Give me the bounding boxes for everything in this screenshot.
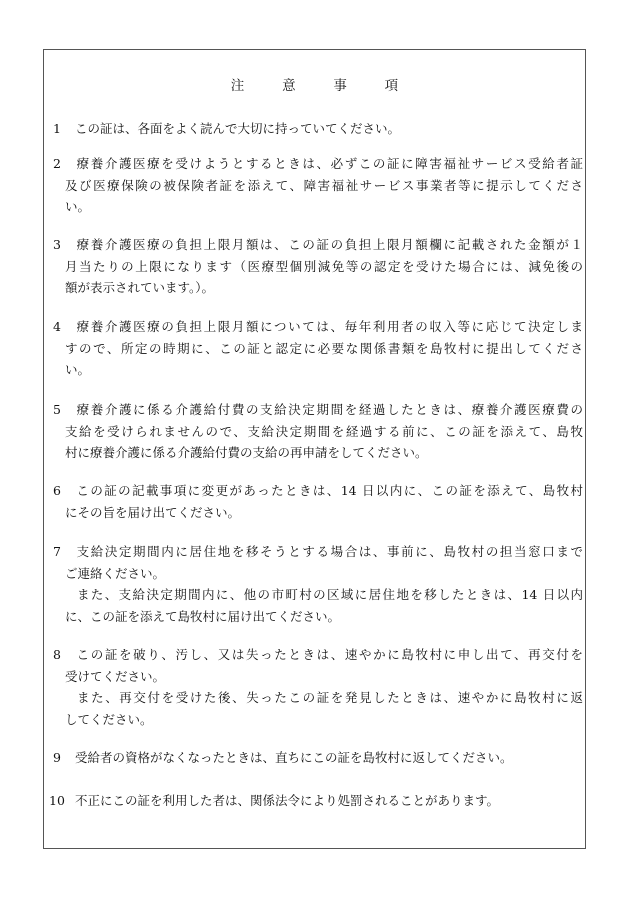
item-10-number: 10 — [49, 793, 65, 808]
item-2-line-2: 及び医療保険の被保険者証を添えて、障害福祉サービス事業者等に提示してくださ — [65, 177, 583, 193]
item-7-para2-line-1: また、支給決定期間内に、他の市町村の区域に居住地を移したときは、14 日以内 — [77, 587, 583, 602]
item-1-line-1 — [53, 118, 583, 140]
item-6-number: 6 — [53, 483, 61, 498]
item-8-para2-line-2: してください。 — [65, 711, 153, 727]
notice-item-8 — [53, 644, 583, 730]
notice-item-2 — [53, 153, 583, 218]
item-5-number: 5 — [53, 402, 61, 417]
notice-item-10 — [49, 790, 579, 812]
item-2-line-1: 2 療養介護医療を受けようとするときは、必ずこの証に障害福祉サービス受給者証 — [53, 153, 583, 175]
item-4-line-2: すので、所定の時期に、この証と認定に必要な関係書類を島牧村に提出してくださ — [65, 340, 583, 356]
item-2-line-3: い。 — [65, 199, 91, 214]
item-5-line-1: 5 療養介護に係る介護給付費の支給決定期間を経過したときは、療養介護医療費の — [53, 399, 583, 421]
item-3-number: 3 — [53, 237, 61, 252]
item-1-number: 1 — [53, 121, 61, 136]
item-3-line-3: 額が表示されています。）。 — [65, 280, 215, 295]
notice-item-5 — [53, 399, 583, 464]
item-3-line-2: 月当たりの上限になります（医療型個別減免等の認定を受けた場合には、減免後の — [65, 258, 583, 274]
item-9-line-1: 9 受給者の資格がなくなったときは、直ちにこの証を島牧村に返してください。 — [53, 747, 583, 769]
item-6-line-1: 6 この証の記載事項に変更があったときは、14 日以内に、この証を添えて、島牧村 — [53, 480, 583, 502]
item-4-number: 4 — [53, 319, 61, 334]
notice-item-6 — [53, 480, 583, 523]
notice-item-9 — [53, 747, 583, 769]
item-5-line-3: 村に療養介護に係る介護給付費の支給の再申請をしてください。 — [65, 445, 428, 460]
item-7-number: 7 — [53, 544, 61, 559]
item-9-number: 9 — [53, 750, 61, 765]
item-7-line-1: 7 支給決定期間内に居住地を移そうとする場合は、事前に、島牧村の担当窓口まで — [53, 541, 583, 563]
item-8-number: 8 — [53, 647, 61, 662]
item-4-line-3: い。 — [65, 362, 91, 377]
item-4-line-1: 4 療養介護医療の負担上限月額については、毎年利用者の収入等に応じて決定しま — [53, 316, 583, 338]
page-title: 注 意 事 項 — [230, 78, 411, 94]
notice-item-3 — [53, 234, 583, 299]
item-8-line-2: 受けてください。 — [65, 668, 166, 684]
notice-item-7 — [53, 541, 583, 627]
item-7-line-2: ご連絡ください。 — [65, 565, 166, 581]
item-7-para2-line-2: に、この証を添えて島牧村に届け出てください。 — [65, 608, 341, 624]
item-10-line-1: 10 不正にこの証を利用した者は、関係法令により処罰されることがあります。 — [49, 790, 579, 812]
item-3-line-1: 3 療養介護医療の負担上限月額は、この証の負担上限月額欄に記載された金額が１ — [53, 234, 583, 256]
item-8-line-1: 8 この証を破り、汚し、又は失ったときは、速やかに島牧村に申し出て、再交付を — [53, 644, 583, 666]
item-5-line-2: 支給を受けられませんので、支給決定期間を経過する前に、この証を添えて、島牧 — [65, 423, 583, 439]
notice-frame — [43, 49, 586, 849]
item-8-para2-line-1: また、再交付を受けた後、失ったこの証を発見したときは、速やかに島牧村に返 — [77, 690, 583, 705]
item-2-number: 2 — [53, 156, 61, 171]
notice-item-1 — [53, 118, 583, 140]
item-6-line-2: にその旨を届け出てください。 — [65, 504, 241, 520]
item-1-text: この証は、各面をよく読んで大切に持っていてください。 — [75, 121, 401, 136]
notice-item-4 — [53, 316, 583, 381]
